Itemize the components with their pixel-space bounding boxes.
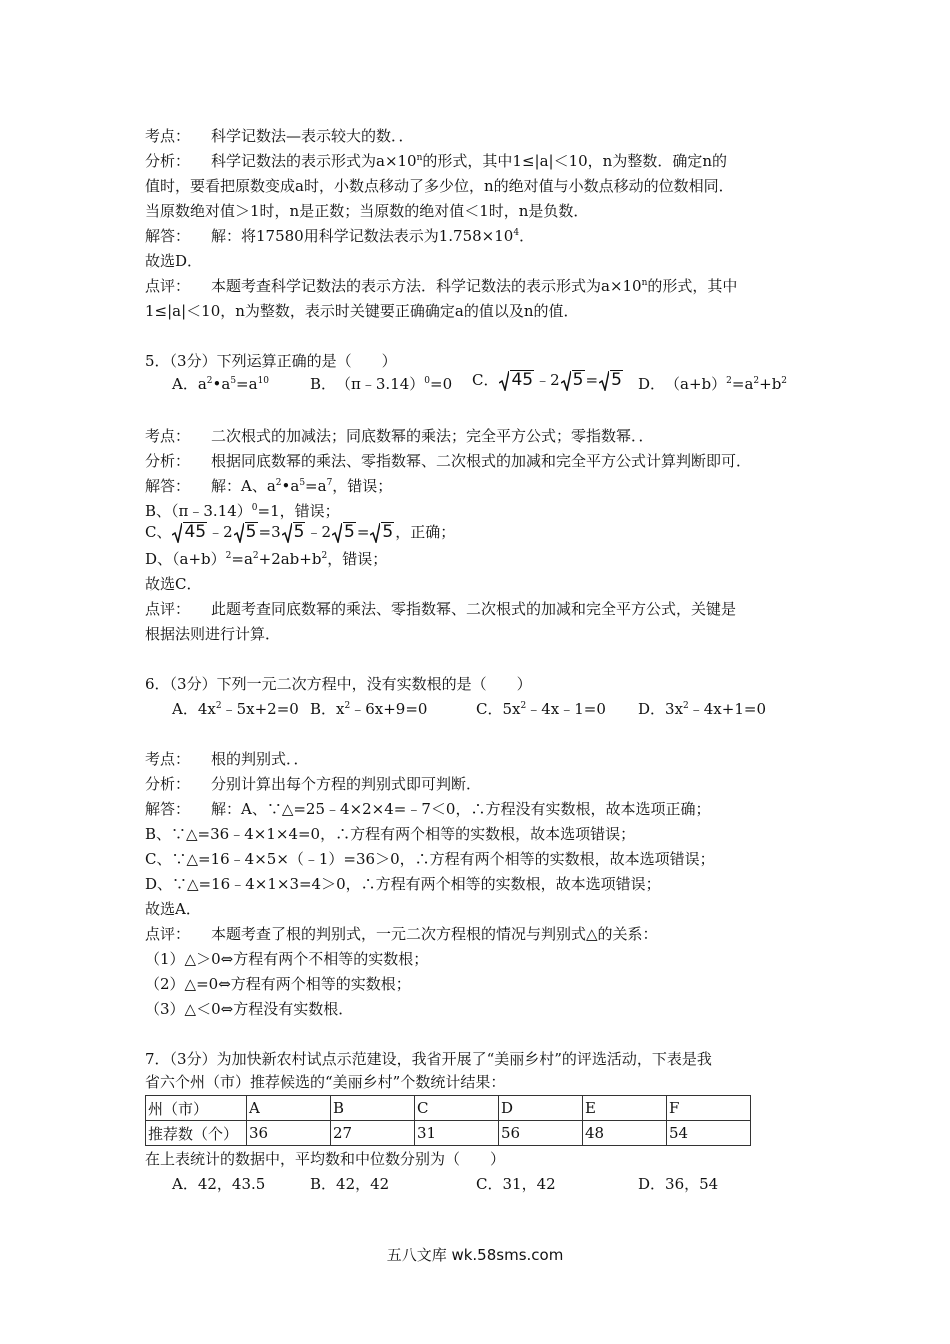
q6-option-a: A．$4x^2﹣5x+2=0$ (172, 700, 299, 718)
table-cell: 48 (583, 1121, 667, 1146)
q6-rule-3: （3）△＜0⇔方程没有实数根． (145, 1000, 354, 1018)
table-cell: 31 (415, 1121, 499, 1146)
q7-option-d: D．36，54 (638, 1175, 719, 1193)
sqrt-45: 45 (499, 370, 534, 390)
q5-fenxi: 分析： 根据同底数幂的乘法、零指数幂、二次根式的加减和完全平方公式计算判断即可． (145, 452, 752, 470)
q5-jieda-c: C、 45 ﹣2 5 =3 5 ﹣2 5 = 5 ，正确； (145, 522, 456, 542)
q6-jieda-c: C、∵△=16﹣4×5×（﹣1）=36＞0，∴方程有两个相等的实数根，故本选项错误； (145, 850, 715, 868)
q6-option-d: D．$3x^2﹣4x+1=0$ (638, 700, 766, 718)
table-cell: A (247, 1096, 331, 1121)
q5-jieda-b: B、（π﹣3.14）$^0$=1，错误； (145, 502, 340, 520)
q5-option-c: C． 45 ﹣2 5 = 5 (472, 370, 622, 390)
sqrt-5: 5 (561, 370, 585, 390)
q6-rule-2: （2）△=0⇔方程有两个相等的实数根； (145, 975, 411, 993)
table-cell: 州（市） (146, 1096, 247, 1121)
table-row (146, 1096, 751, 1121)
q6-jieda-d: D、∵△=16﹣4×1×3=4＞0，∴方程有两个相等的实数根，故本选项错误； (145, 875, 661, 893)
q6-option-c: C．$5x^2﹣4x﹣1=0$ (476, 700, 606, 718)
sqrt-5: 5 (282, 522, 306, 542)
table-cell: D (499, 1096, 583, 1121)
q5-dianping-2: 根据法则进行计算． (145, 625, 281, 643)
table-cell: E (583, 1096, 667, 1121)
q5-dianping-1: 点评： 此题考查同底数幂的乘法、零指数幂、二次根式的加减和完全平方公式，关键是 (145, 600, 737, 618)
q5-option-b: B． （π﹣3.14）$^0$=0 (310, 375, 453, 393)
sqrt-5: 5 (370, 522, 394, 542)
q7-stem-1: 7．（3分）为加快新农村试点示范建设，我省开展了“美丽乡村”的评选活动，下表是我 (145, 1050, 712, 1068)
q4-kaodian: 考点： 科学记数法—表示较大的数．． (145, 127, 414, 145)
q5-kaodian: 考点： 二次根式的加减法；同底数幂的乘法；完全平方公式；零指数幂．． (145, 427, 654, 445)
sqrt-45: 45 (172, 522, 207, 542)
q4-fenxi-3: 当原数绝对值＞1时，n是正数；当原数的绝对值＜1时，n是负数． (145, 202, 589, 220)
q4-jieda: 解答： 解：将17580用科学记数法表示为$1.758\times 10^4$． (145, 227, 535, 245)
table-cell: 27 (331, 1121, 415, 1146)
q7-option-c: C．31，42 (476, 1175, 556, 1193)
q5-option-d: D． $(a+b)^2=a^2+b^2$ (638, 375, 788, 393)
q4-guxuan: 故选D． (145, 252, 203, 270)
sqrt-5: 5 (599, 370, 623, 390)
q6-jieda-a: 解答： 解：A、∵△=25﹣4×2×4=﹣7＜0，∴方程没有实数根，故本选项正确； (145, 800, 711, 818)
q6-option-b: B．$x^2﹣6x+9=0$ (310, 700, 428, 718)
q5-jieda-d: D、$(a+b)^2=a^2+2ab+b^2$，错误； (145, 550, 388, 568)
table-cell: 36 (247, 1121, 331, 1146)
q7-option-a: A．42，43.5 (172, 1175, 266, 1193)
q5-guxuan: 故选C． (145, 575, 202, 593)
table-cell: 54 (667, 1121, 751, 1146)
table-cell: 56 (499, 1121, 583, 1146)
q6-rule-1: （1）△＞0⇔方程有两个不相等的实数根； (145, 950, 429, 968)
q4-fenxi-1: 分析： 科学记数法的表示形式为$a\times 10^n$的形式，其中1≤|a|＜10，n为整数．确定n的 (145, 152, 727, 170)
table-cell: C (415, 1096, 499, 1121)
q7-stem-2: 省六个州（市）推荐候选的“美丽乡村”个数统计结果： (145, 1073, 506, 1091)
table-row (146, 1121, 751, 1146)
q4-fenxi-2: 值时，要看把原数变成a时，小数点移动了多少位，n的绝对值与小数点移动的位数相同． (145, 177, 734, 195)
q6-jieda-b: B、∵△=36﹣4×1×4=0，∴方程有两个相等的实数根，故本选项错误； (145, 825, 636, 843)
q4-dianping-2: 1≤|a|＜10，n为整数，表示时关键要正确确定a的值以及n的值． (145, 302, 579, 320)
q6-stem: 6．（3分）下列一元二次方程中，没有实数根的是（ ） (145, 675, 532, 693)
q6-fenxi: 分析： 分别计算出每个方程的判别式即可判断． (145, 775, 482, 793)
q6-guxuan: 故选A． (145, 900, 201, 918)
q7-option-b: B．42，42 (310, 1175, 390, 1193)
q6-kaodian: 考点： 根的判别式．． (145, 750, 309, 768)
q4-dianping-1: 点评： 本题考查科学记数法的表示方法．科学记数法的表示形式为$a\times 10^n$的形式，其中 (145, 277, 738, 295)
table-cell: B (331, 1096, 415, 1121)
q7-question: 在上表统计的数据中，平均数和中位数分别为（ ） (145, 1150, 506, 1168)
q7-table (145, 1095, 751, 1146)
sqrt-5: 5 (234, 522, 258, 542)
table-cell: 推荐数（个） (146, 1121, 247, 1146)
q5-option-a: A．$a^2•a^5=a^{10}$ (172, 375, 270, 393)
table-cell: F (667, 1096, 751, 1121)
sqrt-5: 5 (332, 522, 356, 542)
q5-jieda-a: 解答： 解：A、$a^2•a^5=a^7$，错误； (145, 477, 393, 495)
footer-watermark: 五八文库 wk.58sms.com (386, 1246, 564, 1264)
q5-stem: 5．（3分）下列运算正确的是（ ） (145, 352, 397, 370)
q6-dianping: 点评： 本题考查了根的判别式，一元二次方程根的情况与判别式△的关系： (145, 925, 658, 943)
